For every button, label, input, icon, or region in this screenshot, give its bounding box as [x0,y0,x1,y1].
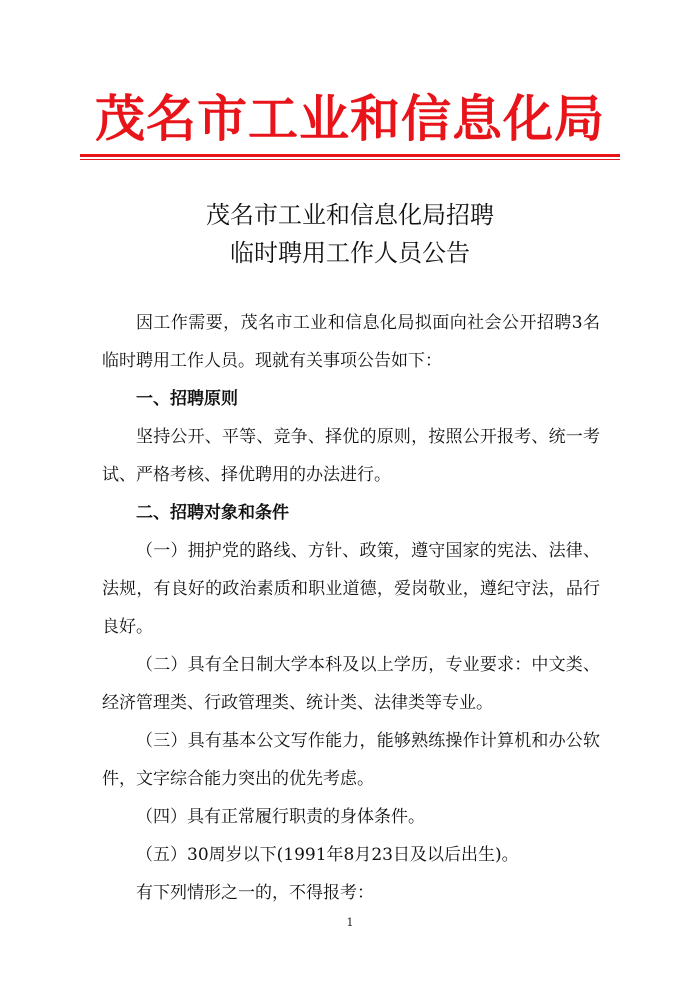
intro-paragraph: 因工作需要，茂名市工业和信息化局拟面向社会公开招聘3名临时聘用工作人员。现就有关事项公告如下： [102,313,600,371]
organization-header: 茂名市工业和信息化局 [95,89,605,148]
header-rule-thick [80,154,620,157]
principles-paragraph: 坚持公开、平等、竞争、择优的原则，按照公开报考、统一考试、严格考核、择优聘用的办法进行。 [102,427,600,485]
header-rule-thin [80,159,620,160]
condition-item-1: （一）拥护党的路线、方针、政策，遵守国家的宪法、法律、法规，有良好的政治素质和职业道德，爱岗敬业，遵纪守法，品行良好。 [102,541,600,637]
section-heading-principles: 一、招聘原则 [136,389,238,409]
section-heading-conditions: 二、招聘对象和条件 [136,503,289,523]
document-body [102,304,600,912]
condition-item-2: （二）具有全日制大学本科及以上学历，专业要求：中文类、经济管理类、行政管理类、统计类、法律类等专业。 [102,655,600,713]
exclusion-intro: 有下列情形之一的，不得报考： [136,883,374,903]
condition-item-5: （五）30周岁以下(1991年8月23日及以后出生)。 [136,845,519,865]
title-line-1: 茂名市工业和信息化局招聘 [206,201,494,229]
page-number: 1 [346,916,354,929]
condition-item-4: （四）具有正常履行职责的身体条件。 [136,807,425,827]
title-line-2: 临时聘用工作人员公告 [230,239,470,267]
condition-item-3: （三）具有基本公文写作能力，能够熟练操作计算机和办公软件，文字综合能力突出的优先考虑。 [102,731,600,789]
document-title [80,196,620,272]
